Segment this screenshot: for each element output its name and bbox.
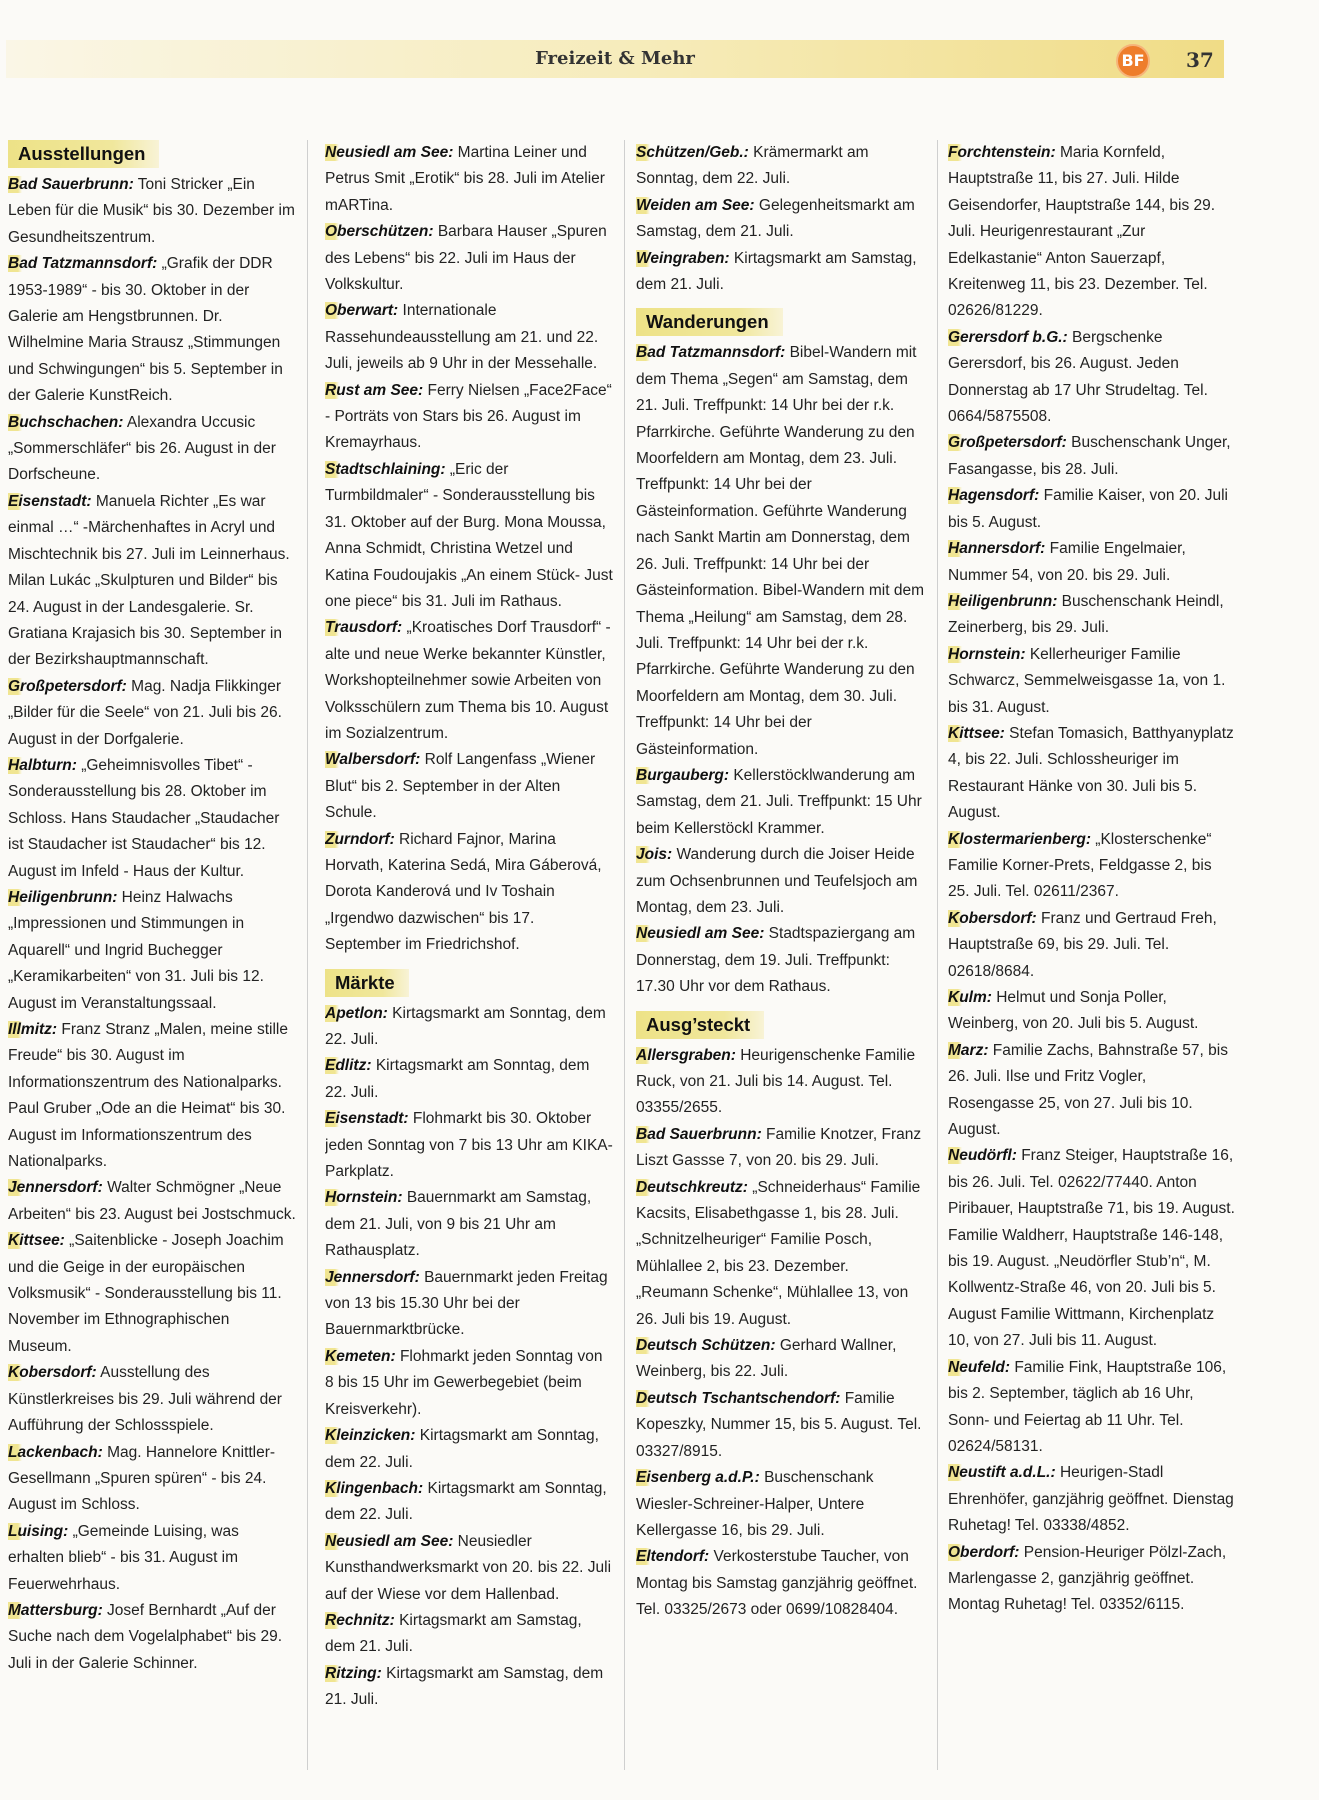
entry-location: Großpetersdorf: (8, 677, 127, 695)
listing-entry (636, 1333, 924, 1386)
listing-entry (948, 1143, 1236, 1354)
entry-location: Forchtenstein: (948, 144, 1056, 161)
entry-text: Buschenschank Heindl, Zeinerberg, bis 29. Juli. (948, 592, 1224, 637)
entry-location: Oberwart: (325, 302, 399, 320)
listing-entry (636, 1386, 924, 1465)
entry-text: Internationale Rassehundeausstellung am 21. und 22. Juli, jeweils ab 9 Uhr in der Messehalle. (325, 302, 599, 373)
listing-entry (325, 1423, 613, 1476)
listing-entry (325, 1529, 613, 1608)
entry-text: Kirtagsmarkt am Sonntag, dem 22. Juli. (325, 1479, 607, 1524)
entry-text: Kirtagsmarkt am Samstag, dem 21. Juli. (636, 249, 917, 294)
listing-entry (948, 1355, 1236, 1461)
entry-text: Buschenschank Unger, Fasangasse, bis 28. Juli. (948, 434, 1231, 478)
entry-text: Kirtagsmarkt am Sonntag, dem 22. Juli. (325, 1004, 606, 1048)
entry-location: Oberschützen: (325, 223, 434, 241)
entry-location: Eisenstadt: (8, 492, 92, 510)
listing-entry (325, 1185, 613, 1264)
entry-location: Lackenbach: (8, 1443, 103, 1461)
listing-entry (636, 1122, 924, 1175)
section-title: Freizeit & Mehr (535, 48, 695, 69)
entry-text: Ferry Nielsen „Face2Face“ - Porträts von Stars bis 26. August im Kremayrhaus. (325, 381, 612, 452)
entry-location: Heiligenbrunn: (8, 888, 118, 906)
listing-entry (8, 753, 296, 885)
listing-entry (325, 1265, 613, 1344)
listing-entry (325, 747, 613, 826)
entry-location: Jennersdorf: (325, 1268, 420, 1286)
listing-entry (325, 1106, 613, 1185)
listing-entry (948, 483, 1236, 536)
listing-entry (325, 1608, 613, 1661)
listing-entry (636, 1544, 924, 1623)
entry-text: Josef Bernhardt „Auf der Suche nach dem Vogelalphabet“ bis 29. Juli in der Galerie Schinner. (8, 1601, 283, 1672)
listing-entry (325, 1053, 613, 1106)
entry-text: Bibel-Wandern mit dem Thema „Segen“ am Samstag, dem 21. Juli. Treffpunkt: 14 Uhr bei der r.k. Pfarrkirche. Geführte Wanderung zu den Moorfeldern am Montag, dem 23. Juli. Treffpunkt: 14 Uhr bei der Gästeinformation. Geführte Wanderung nach Sankt Martin am Donnerstag, dem 26. Juli. Treffpunkt: 14 Uhr bei der Gästeinformation. Bibel-Wandern mit dem Thema „Heilung“ am Samstag, dem 28. Juli. Treffpunkt: 14 Uhr bei der r.k. Pfarrkirche. Geführte Wanderung zu den Moorfeldern am Montag, dem 30. Juli. Treffpunkt: 14 Uhr bei der Gästeinformation. (636, 344, 924, 758)
entry-location: Luising: (8, 1522, 69, 1540)
entry-text: Flohmarkt bis 30. Oktober jeden Sonntag von 7 bis 13 Uhr am KIKA-Parkplatz. (325, 1110, 613, 1181)
listing-entry (948, 325, 1236, 431)
entry-location: Bad Sauerbrunn: (636, 1125, 762, 1143)
entry-text: Franz Stranz „Malen, meine stille Freude“ bis 30. August im Informationszentrum des Nationalparks. Paul Gruber „Ode an die Heimat“ bis 30. August im Informationszentrum des Nationalparks. (8, 1021, 288, 1171)
entry-location: Kobersdorf: (948, 909, 1037, 927)
entry-text: Franz Steiger, Hauptstraße 16, bis 26. Juli. Tel. 02622/77440. Anton Piribauer, Hauptstraße 71, bis 19. August. Familie Waldherr, Hauptstraße 146-148, bis 19. August. „Neudörfler Stub’n“, M. Kollwentz-Straße 46, von 20. Juli bis 5. August Familie Wittmann, Kirchenplatz 10, von 27. Juli bis 11. August. (948, 1147, 1235, 1350)
entry-location: Weingraben: (636, 249, 730, 267)
listing-entry (636, 140, 924, 193)
entry-text: Alexandra Uccusic „Sommerschläfer“ bis 26. August in der Dorfscheune. (8, 413, 276, 484)
list-ausgsteckt-cont (948, 140, 1236, 1619)
entry-text: Kellerstöcklwanderung am Samstag, dem 21. Juli. Treffpunkt: 15 Uhr beim Kellerstöckl Krammer. (636, 766, 922, 837)
listing-entry (948, 642, 1236, 721)
entry-text: Familie Kaiser, von 20. Juli bis 5. August. (948, 487, 1228, 531)
entry-location: Neusiedl am See: (325, 144, 454, 161)
listing-entry (325, 298, 613, 377)
entry-text: Familie Engelmaier, Nummer 54, von 20. bis 29. Juli. (948, 540, 1186, 584)
entry-location: Jois: (636, 846, 673, 864)
entry-location: Halbturn: (8, 756, 77, 774)
listing-entry (636, 246, 924, 299)
entry-location: Kobersdorf: (8, 1364, 97, 1382)
entry-text: Helmut und Sonja Poller, Weinberg, von 20. Juli bis 5. August. (948, 989, 1199, 1033)
page-number: 37 (1186, 48, 1214, 72)
entry-text: Manuela Richter „Es war einmal …“ -Märchenhaftes in Acryl und Mischtechnik bis 27. Juli im Leinnerhaus. Milan Lukác „Skulpturen und Bilder“ bis 24. August in der Landesgalerie. Sr. Gratiana Krajasich bis 30. September in der Bezirkshauptmannschaft. (8, 492, 290, 669)
entry-location: Neusiedl am See: (636, 925, 765, 943)
listing-entry (325, 827, 613, 959)
listing-entry (325, 219, 613, 298)
entry-text: Neusiedler Kunsthandwerksmarkt von 20. bis 22. Juli auf der Wiese vor dem Hallenbad. (325, 1532, 612, 1603)
listing-entry (636, 340, 924, 763)
entry-text: Krämermarkt am Sonntag, dem 22. Juli. (636, 144, 869, 188)
entry-location: Weiden am See: (636, 196, 755, 214)
entry-text: Gerhard Wallner, Weinberg, bis 22. Juli. (636, 1337, 897, 1381)
listing-entry (8, 885, 296, 1017)
magazine-logo: BF (1116, 44, 1150, 78)
heading-wanderungen: Wanderungen (636, 308, 783, 336)
entry-location: Apetlon: (325, 1004, 388, 1022)
column-4 (948, 140, 1236, 1775)
list-ausstellungen-cont (325, 140, 613, 959)
entry-text: Buschenschank Wiesler-Schreiner-Halper, Untere Kellergasse 16, bis 29. Juli. (636, 1469, 874, 1539)
listing-entry (948, 589, 1236, 642)
entry-text: „Saitenblicke - Joseph Joachim und die Geige in der europäischen Volksmusik“ - Sonderausstellung bis 11. November im Ethnographischen Museum. (8, 1232, 284, 1355)
entry-location: Kittsee: (948, 724, 1005, 742)
entry-text: Wanderung durch die Joiser Heide zum Ochsenbrunnen und Teufelsjoch am Montag, dem 23. Juli. (636, 846, 918, 916)
listing-entry (325, 615, 613, 747)
entry-location: Rechnitz: (325, 1611, 395, 1629)
column-divider (937, 140, 938, 1770)
entry-location: Hagensdorf: (948, 487, 1040, 505)
column-divider (624, 140, 625, 1770)
entry-location: Klingenbach: (325, 1479, 424, 1497)
entry-text: „Grafik der DDR 1953-1989“ - bis 30. Oktober in der Galerie am Hengstbrunnen. Dr. Wilhelmine Maria Strausz „Stimmungen und Schwingungen“ bis 5. September in der Galerie KunstReich. (8, 255, 283, 405)
entry-text: Familie Knotzer, Franz Liszt Gassse 7, von 20. bis 29. Juli. (636, 1125, 922, 1170)
listing-entry (948, 827, 1236, 906)
listing-entry (325, 1661, 613, 1714)
entry-location: Illmitz: (8, 1021, 58, 1038)
entry-location: Burgauberg: (636, 766, 729, 784)
listing-entry (8, 489, 296, 674)
page-header (6, 40, 1224, 78)
listing-entry (8, 1519, 296, 1598)
entry-location: Eltendorf: (636, 1548, 710, 1566)
listing-entry (325, 378, 613, 457)
entry-text: „Kroatisches Dorf Trausdorf“ - alte und neue Werke bekannter Künstler, Workshopteilnehmer sowie Arbeiten von Volksschülern zum Thema bis 10. August im Sozialzentrum. (325, 619, 611, 742)
listing-entry (948, 1460, 1236, 1539)
entry-location: Bad Tatzmannsdorf: (8, 255, 158, 273)
listing-entry (325, 457, 613, 615)
listing-entry (8, 1360, 296, 1439)
entry-location: Ritzing: (325, 1664, 382, 1682)
entry-text: „Schneiderhaus“ Familie Kacsits, Elisabethgasse 1, bis 28. Juli. „Schnitzelheuriger“ Familie Posch, Mühlallee 2, bis 23. Dezember. „Reumann Schenke“, Mühlallee 13, von 26. Juli bis 19. August. (636, 1178, 921, 1328)
listing-entry (636, 1175, 924, 1333)
listing-entry (948, 906, 1236, 985)
entry-text: Barbara Hauser „Spuren des Lebens“ bis 22. Juli im Haus der Volkskultur. (325, 223, 607, 294)
entry-location: Großpetersdorf: (948, 434, 1067, 452)
entry-location: Mattersburg: (8, 1601, 103, 1619)
entry-text: Martina Leiner und Petrus Smit „Erotik“ bis 28. Juli im Atelier mARTina. (325, 144, 605, 214)
entry-location: Heiligenbrunn: (948, 592, 1058, 610)
entry-text: Gelegenheitsmarkt am Samstag, dem 21. Juli. (636, 196, 915, 241)
entry-location: Deutsch Tschantschendorf: (636, 1389, 841, 1407)
entry-location: Eisenberg a.d.P.: (636, 1469, 760, 1487)
entry-text: Flohmarkt jeden Sonntag von 8 bis 15 Uhr im Gewerbegebiet (beim Kreisverkehr). (325, 1347, 603, 1418)
heading-maerkte: Märkte (325, 969, 409, 997)
entry-location: Klostermarienberg: (948, 830, 1091, 848)
entry-location: Buchschachen: (8, 413, 124, 431)
listing-entry (8, 1440, 296, 1519)
listing-entry (8, 172, 296, 251)
listing-entry (8, 1228, 296, 1360)
entry-text: „Geheimnisvolles Tibet“ - Sonderausstellung bis 28. Oktober im Schloss. Hans Staudacher „Staudacher ist Staudacher ist Staudacher“ bis 12. August im Infeld - Haus der Kultur. (8, 756, 280, 880)
entry-text: Kirtagsmarkt am Sonntag, dem 22. Juli. (325, 1057, 590, 1101)
listing-entry (948, 536, 1236, 589)
list-maerkte-cont (636, 140, 924, 298)
column-3 (636, 140, 924, 1775)
entry-text: Familie Fink, Hauptstraße 106, bis 2. September, täglich ab 16 Uhr, Sonn- und Feiertag ab 11 Uhr. Tel. 02624/58131. (948, 1358, 1227, 1455)
entry-location: Neustift a.d.L.: (948, 1464, 1056, 1482)
listing-entry (636, 921, 924, 1000)
listing-entry (636, 842, 924, 921)
entry-location: Zurndorf: (325, 830, 395, 848)
listing-entry (325, 1001, 613, 1054)
listing-entry (948, 1540, 1236, 1619)
entry-text: Kirtagsmarkt am Sonntag, dem 22. Juli. (325, 1427, 599, 1471)
entry-location: Kemeten: (325, 1347, 396, 1365)
column-1 (8, 140, 296, 1775)
entry-text: Walter Schmögner „Neue Arbeiten“ bis 23. August bei Jostschmuck. (8, 1179, 296, 1223)
entry-text: Familie Zachs, Bahnstraße 57, bis 26. Juli. Ilse und Fritz Vogler, Rosengasse 25, von 27. Juli bis 10. August. (948, 1041, 1228, 1139)
entry-text: Heurigen-Stadl Ehrenhöfer, ganzjährig geöffnet. Dienstag Ruhetag! Tel. 03338/4852. (948, 1464, 1234, 1535)
entry-location: Neudörfl: (948, 1147, 1017, 1165)
entry-location: Marz: (948, 1041, 989, 1059)
listing-entry (636, 193, 924, 246)
entry-location: Kleinzicken: (325, 1427, 416, 1445)
entry-text: Mag. Nadja Flikkinger „Bilder für die Seele“ von 21. Juli bis 26. August in der Dorfgalerie. (8, 677, 282, 748)
listing-entry (8, 1017, 296, 1175)
listing-entry (325, 1476, 613, 1529)
entry-location: Hannersdorf: (948, 540, 1046, 558)
column-divider (307, 140, 308, 1770)
entry-text: Kirtagsmarkt am Samstag, dem 21. Juli. (325, 1611, 582, 1656)
listing-entry (948, 721, 1236, 827)
listing-entry (8, 1175, 296, 1228)
entry-location: Stadtschlaining: (325, 460, 446, 478)
listing-entry (948, 1038, 1236, 1144)
entry-location: Bad Sauerbrunn: (8, 176, 134, 193)
entry-location: Eisenstadt: (325, 1110, 409, 1128)
entry-text: Bergschenke Gerersdorf, bis 26. August. Jeden Donnerstag ab 17 Uhr Strudeltag. Tel. 0664/5875508. (948, 328, 1208, 426)
entry-text: Bauernmarkt jeden Freitag von 13 bis 15.30 Uhr bei der Bauernmarktbrücke. (325, 1268, 608, 1339)
entry-location: Jennersdorf: (8, 1179, 103, 1197)
heading-ausstellungen: Ausstellungen (8, 140, 159, 168)
entry-location: Trausdorf: (325, 619, 403, 637)
list-maerkte (325, 1001, 613, 1714)
listing-entry (636, 1465, 924, 1544)
entry-location: Walbersdorf: (325, 751, 421, 769)
listing-entry (325, 140, 613, 219)
listing-entry (636, 1043, 924, 1122)
entry-text: Ausstellung des Künstlerkreises bis 29. Juli während der Aufführung der Schlossspiele. (8, 1364, 282, 1435)
entry-text: Familie Kopeszky, Nummer 15, bis 5. August. Tel. 03327/8915. (636, 1389, 922, 1460)
entry-text: Richard Fajnor, Marina Horvath, Katerina Sedá, Mira Gáberová, Dorota Kanderová und Iv Toshain „Irgendwo dazwischen“ bis 17. September im Friedrichshof. (325, 830, 602, 954)
entry-text: Heinz Halwachs „Impressionen und Stimmungen in Aquarell“ und Ingrid Buchegger „Keramikarbeiten“ von 31. Juli bis 12. August im Veranstaltungssaal. (8, 888, 264, 1012)
list-ausgsteckt (636, 1043, 924, 1624)
entry-location: Hornstein: (325, 1189, 403, 1207)
entry-text: Verkosterstube Taucher, von Montag bis Samstag ganzjährig geöffnet. Tel. 03325/2673 oder 0699/10828404. (636, 1548, 918, 1619)
listing-entry (8, 410, 296, 489)
entry-text: Pension-Heuriger Pölzl-Zach, Marlengasse 2, ganzjährig geöffnet. Montag Ruhetag! Tel. 03352/6115. (948, 1543, 1227, 1614)
listing-entry (636, 763, 924, 842)
entry-location: Rust am See: (325, 381, 424, 399)
list-wanderungen (636, 340, 924, 1000)
entry-location: Deutschkreutz: (636, 1178, 748, 1196)
entry-text: Bauernmarkt am Samstag, dem 21. Juli, von 9 bis 21 Uhr am Rathausplatz. (325, 1189, 592, 1260)
entry-location: Gerersdorf b.G.: (948, 328, 1068, 346)
entry-text: Maria Kornfeld, Hauptstraße 11, bis 27. Juli. Hilde Geisendorfer, Hauptstraße 144, bis 29. Juli. Heurigenrestaurant „Zur Edelkastanie“ Anton Sauerzapf, Kreitenweg 11, bis 23. Dezember. Tel. 02626/81229. (948, 144, 1216, 320)
entry-text: Heurigenschenke Familie Ruck, von 21. Juli bis 14. August. Tel. 03355/2655. (636, 1046, 916, 1117)
entry-location: Neusiedl am See: (325, 1532, 454, 1550)
listing-entry (8, 1598, 296, 1677)
entry-location: Kulm: (948, 989, 992, 1006)
column-2 (325, 140, 613, 1775)
entry-location: Neufeld: (948, 1358, 1010, 1376)
entry-text: Kirtagsmarkt am Samstag, dem 21. Juli. (325, 1664, 604, 1709)
listing-entry (8, 674, 296, 753)
entry-text: Stadtspaziergang am Donnerstag, dem 19. Juli. Treffpunkt: 17.30 Uhr vor dem Rathaus. (636, 925, 916, 996)
entry-text: „Klosterschenke“ Familie Korner-Prets, Feldgasse 2, bis 25. Juli. Tel. 02611/2367. (948, 830, 1212, 901)
entry-location: Hornstein: (948, 645, 1026, 663)
listing-entry (325, 1344, 613, 1423)
entry-location: Allersgraben: (636, 1046, 736, 1064)
listing-entry (8, 251, 296, 409)
listing-entry (948, 140, 1236, 325)
listing-entry (948, 430, 1236, 483)
entry-text: Mag. Hannelore Knittler-Gesellmann „Spuren spüren“ - bis 24. August im Schloss. (8, 1443, 276, 1514)
entry-location: Schützen/Geb.: (636, 144, 749, 161)
entry-text: Kellerheuriger Familie Schwarcz, Semmelweisgasse 1a, von 1. bis 31. August. (948, 645, 1226, 716)
entry-location: Oberdorf: (948, 1543, 1020, 1561)
entry-text: Franz und Gertraud Freh, Hauptstraße 69, bis 29. Juli. Tel. 02618/8684. (948, 909, 1217, 980)
entry-location: Deutsch Schützen: (636, 1337, 776, 1355)
entry-text: Stefan Tomasich, Batthyanyplatz 4, bis 22. Juli. Schlossheuriger im Restaurant Hänke von 30. Juli bis 5. August. (948, 724, 1234, 822)
entry-text: „Eric der Turmbildmaler“ - Sonderausstellung bis 31. Oktober auf der Burg. Mona Moussa, Anna Schmidt, Christina Wetzel und Katina Foudoujakis „An einem Stück- Just one piece“ bis 31. Juli im Rathaus. (325, 460, 613, 610)
listing-entry (948, 985, 1236, 1038)
entry-text: Toni Stricker „Ein Leben für die Musik“ bis 30. Dezember im Gesundheitszentrum. (8, 176, 295, 246)
entry-text: Rolf Langenfass „Wiener Blut“ bis 2. September in der Alten Schule. (325, 751, 596, 822)
entry-location: Bad Tatzmannsdorf: (636, 344, 786, 362)
entry-text: „Gemeinde Luising, was erhalten blieb“ - bis 31. August im Feuerwehrhaus. (8, 1522, 239, 1593)
entry-location: Kittsee: (8, 1232, 65, 1250)
list-ausstellungen (8, 172, 296, 1677)
entry-location: Edlitz: (325, 1057, 372, 1075)
heading-ausgsteckt: Ausg’steckt (636, 1011, 764, 1039)
